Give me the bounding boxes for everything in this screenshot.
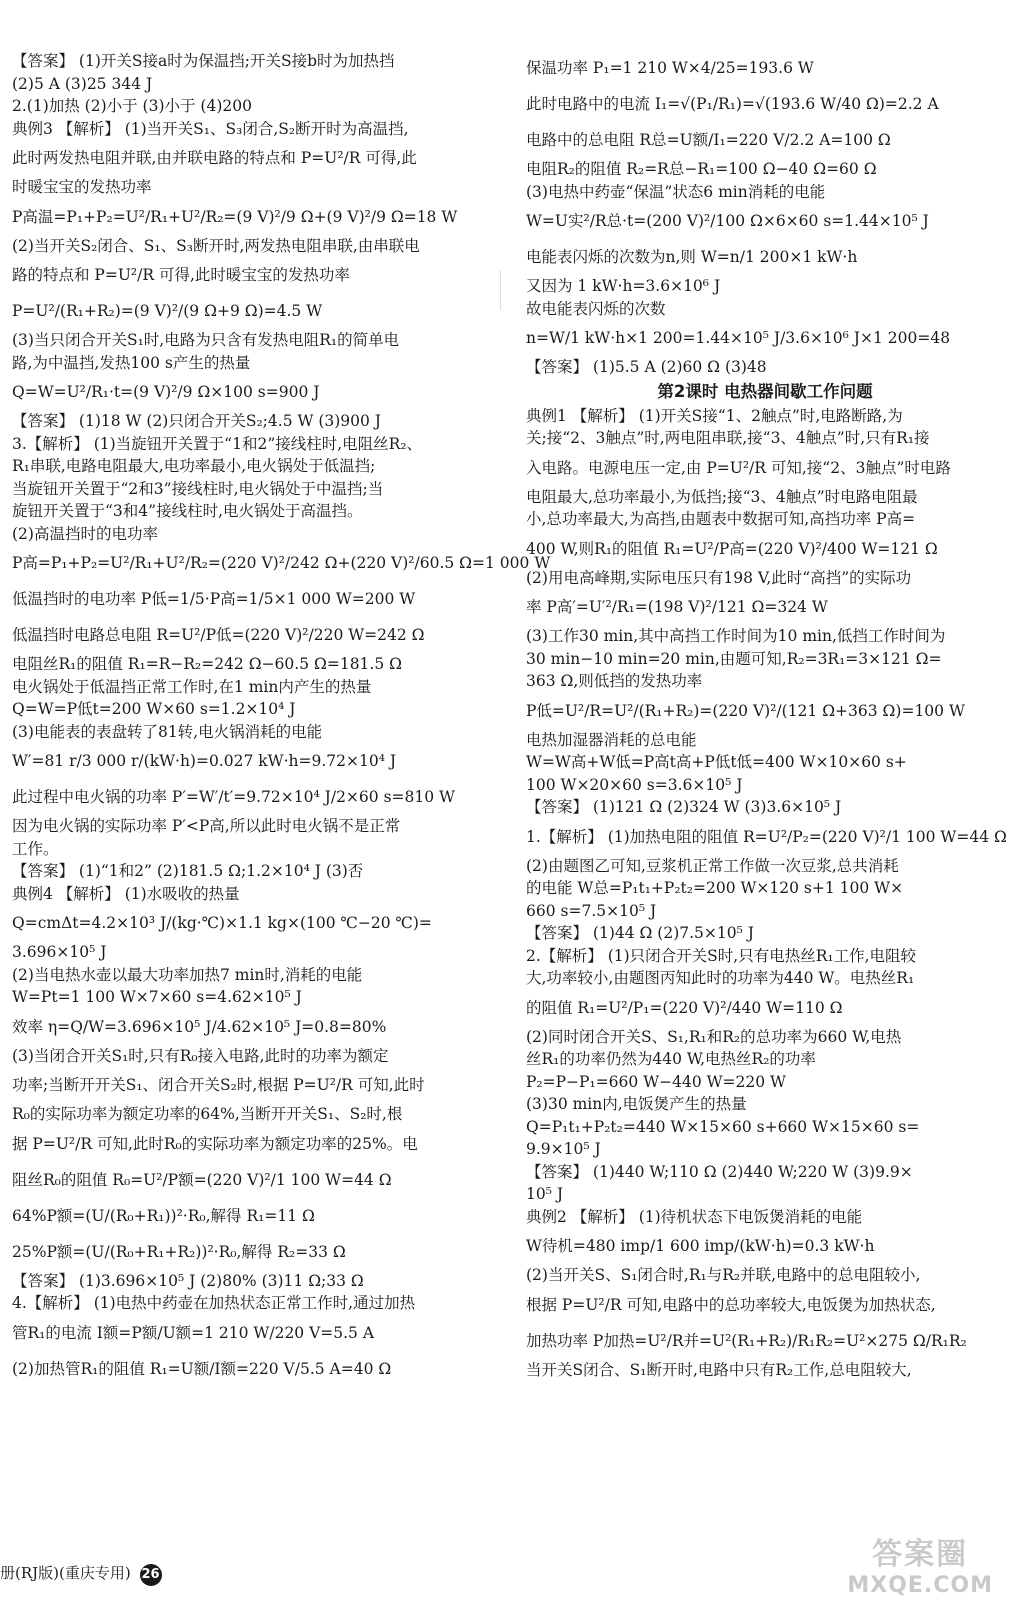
text-line: 故电能表闪烁的次数 (526, 299, 666, 318)
text-line: P高温=P₁+P₂=U²/R₁+U²/R₂=(9 V)²/9 Ω+(9 V)²/9 Ω=18 W (12, 207, 458, 226)
text-line: 当旋钮开关置于“2和3”接线柱时,电火锅处于中温挡;当 (12, 479, 384, 498)
text-line: 当开关S闭合、S₁断开时,电路中只有R₂工作,总电阻较大, (526, 1360, 912, 1379)
page-number: 26 (140, 1564, 162, 1586)
text-line: 据 P=U²/R 可知,此时R₀的实际功率为额定功率的25%。电 (12, 1134, 418, 1153)
text-line: (3)工作30 min,其中高挡工作时间为10 min,低挡工作时间为 (526, 627, 946, 645)
text-line: P低=U²/R=U²/(R₁+R₂)=(220 V)²/(121 Ω+363 Ω)=100 W (526, 701, 965, 720)
text-line: 率 P高′=U′²/R₁=(198 V)²/121 Ω=324 W (526, 598, 828, 616)
text-line: 3.【解析】 (1)当旋钮开关置于“1和2”接线柱时,电阻丝R₂、 (12, 434, 423, 453)
text-line: 【答案】 (1)5.5 A (2)60 Ω (3)48 (526, 358, 767, 376)
text-line: P高=P₁+P₂=U²/R₁+U²/R₂=(220 V)²/242 Ω+(220 V)²/60.5 Ω=1 000 W (12, 554, 551, 572)
watermark-url: MXQE.COM (847, 1573, 993, 1598)
text-line: 大,功率较小,由题图丙知此时的功率为440 W。电热丝R₁ (526, 969, 915, 987)
text-line: 管R₁的电流 I额=P额/U额=1 210 W/220 V=5.5 A (12, 1323, 375, 1342)
text-line: Q=P₁t₁+P₂t₂=440 W×15×60 s+660 W×15×60 s= (526, 1117, 920, 1136)
text-line: 典例2 【解析】 (1)待机状态下电饭煲消耗的电能 (526, 1207, 863, 1226)
text-line: 低温挡时电路总电阻 R=U²/P低=(220 V)²/220 W=242 Ω (12, 626, 425, 644)
text-line: 2.【解析】 (1)只闭合开关S时,只有电热丝R₁工作,电阻较 (526, 946, 917, 965)
text-line: (2)当开关S₂闭合、S₁、S₃断开时,两发热电阻串联,由串联电 (12, 236, 420, 255)
text-line: 旋钮开关置于“3和4”接线柱时,电火锅处于高温挡。 (12, 502, 363, 520)
text-line: (3)电热中药壶“保温”状态6 min消耗的电能 (526, 182, 826, 201)
text-line: 【答案】 (1)开关S接a时为保温挡;开关S接b时为加热挡 (12, 52, 395, 70)
text-line: 此时电路中的电流 I₁=√(P₁/R₁)=√(193.6 W/40 Ω)=2.2 A (526, 95, 939, 113)
text-line: 10⁵ J (526, 1185, 564, 1203)
text-line: 关;接“2、3触点”时,两电阻串联,接“3、4触点”时,只有R₁接 (526, 429, 930, 447)
text-line: 加热功率 P加热=U²/R并=U²(R₁+R₂)/R₁R₂=U²×275 Ω/R₁R₂ (526, 1331, 967, 1350)
text-line: 3.696×10⁵ J (12, 943, 107, 961)
text-line: (2)同时闭合开关S、S₁,R₁和R₂的总功率为660 W,电热 (526, 1027, 902, 1046)
text-line: Q=W=P低t=200 W×60 s=1.2×10⁴ J (12, 700, 296, 718)
text-line: 典例1 【解析】 (1)开关S接“1、2触点”时,电路断路,为 (526, 406, 903, 425)
text-line: (2)用电高峰期,实际电压只有198 V,此时“高挡”的实际功 (526, 568, 912, 587)
text-line: W′=81 r/3 000 r/(kW·h)=0.027 kW·h=9.72×10⁴ J (12, 752, 397, 770)
text-line: 【答案】 (1)“1和2” (2)181.5 Ω;1.2×10⁴ J (3)否 (12, 862, 364, 880)
text-line: 因为电火锅的实际功率 P′<P高,所以此时电火锅不是正常 (12, 817, 401, 835)
text-line: W=Pt=1 100 W×7×60 s=4.62×10⁵ J (12, 988, 302, 1006)
text-line: 根据 P=U²/R 可知,电路中的总功率较大,电饭煲为加热状态, (526, 1295, 936, 1314)
text-line: W=U实²/R总·t=(200 V)²/100 Ω×6×60 s=1.44×10⁵ J (526, 212, 929, 230)
text-line: 【答案】 (1)44 Ω (2)7.5×10⁵ J (526, 924, 754, 942)
text-line: n=W/1 kW·h×1 200=1.44×10⁵ J/3.6×10⁶ J×1 200=48 (526, 329, 951, 347)
text-line: 路,为中温挡,发热100 s产生的热量 (12, 353, 251, 372)
text-line: 丝R₁的功率仍然为440 W,电热丝R₂的功率 (526, 1050, 816, 1068)
text-line: (2)当开关S、S₁闭合时,R₁与R₂并联,电路中的总电阻较小, (526, 1266, 921, 1284)
text-line: 电路中的总电阻 R总=U额/I₁=220 V/2.2 A=100 Ω (526, 131, 891, 149)
text-line: 电能表闪烁的次数为n,则 W=n/1 200×1 kW·h (526, 248, 858, 266)
text-line: 4.【解析】 (1)电热中药壶在加热状态正常工作时,通过加热 (12, 1294, 416, 1312)
text-line: R₀的实际功率为额定功率的64%,当断开开关S₁、S₂时,根 (12, 1105, 403, 1123)
text-line: 入电路。电源电压一定,由 P=U²/R 可知,接“2、3触点”时电路 (526, 458, 951, 477)
text-line: P₂=P−P₁=660 W−440 W=220 W (526, 1072, 786, 1091)
text-line: 电阻R₂的阻值 R₂=R总−R₁=100 Ω−40 Ω=60 Ω (526, 160, 877, 178)
text-line: 第2课时 电热器间歇工作问题 (657, 381, 873, 401)
text-line: (2)由题图乙可知,豆浆机正常工作做一次豆浆,总共消耗 (526, 856, 899, 875)
text-line: 保温功率 P₁=1 210 W×4/25=193.6 W (526, 59, 814, 77)
text-line: R₁串联,电路电阻最大,电功率最小,电火锅处于低温挡; (12, 457, 376, 475)
text-line: 电热加湿器消耗的总电能 (526, 730, 697, 749)
text-line: 2.(1)加热 (2)小于 (3)小于 (4)200 (12, 97, 252, 115)
text-line: 的电能 W总=P₁t₁+P₂t₂=200 W×120 s+1 100 W× (526, 879, 904, 897)
watermark (847, 1529, 993, 1598)
left-column (12, 50, 551, 1387)
text-line: Q=cmΔt=4.2×10³ J/(kg·℃)×1.1 kg×(100 ℃−20 ℃)= (12, 914, 432, 932)
text-line: 电火锅处于低温挡正常工作时,在1 min内产生的热量 (12, 677, 372, 696)
text-line: 【答案】 (1)18 W (2)只闭合开关S₂;4.5 W (3)900 J (12, 412, 382, 430)
text-line: 典例3 【解析】 (1)当开关S₁、S₃闭合,S₂断开时为高温挡, (12, 119, 409, 138)
text-line: 30 min−10 min=20 min,由题可知,R₂=3R₁=3×121 Ω= (526, 649, 942, 668)
right-column (526, 50, 1007, 1381)
text-line: (3)当闭合开关S₁时,只有R₀接入电路,此时的功率为额定 (12, 1046, 389, 1065)
text-line: W待机=480 imp/1 600 imp/(kW·h)=0.3 kW·h (526, 1237, 875, 1255)
text-line: (3)电能表的表盘转了81转,电火锅消耗的电能 (12, 722, 323, 741)
text-line: (2)当电热水壶以最大功率加热7 min时,消耗的电能 (12, 965, 363, 984)
text-line: 的阻值 R₁=U²/P₁=(220 V)²/440 W=110 Ω (526, 998, 843, 1017)
text-line: 【答案】 (1)3.696×10⁵ J (2)80% (3)11 Ω;33 Ω (12, 1271, 364, 1290)
text-line: 路的特点和 P=U²/R 可得,此时暖宝宝的发热功率 (12, 266, 350, 284)
text-line: 又因为 1 kW·h=3.6×10⁶ J (526, 277, 721, 295)
text-line: 阻丝R₀的阻值 R₀=U²/P额=(220 V)²/1 100 W=44 Ω (12, 1170, 392, 1189)
text-line: 100 W×20×60 s=3.6×10⁵ J (526, 775, 743, 794)
text-line: (2)5 A (3)25 344 J (12, 74, 153, 93)
column-divider (500, 270, 501, 310)
text-line: 时暖宝宝的发热功率 (12, 178, 152, 196)
footer-text: 册(RJ版)(重庆专用) (0, 1564, 131, 1582)
text-line: 1.【解析】 (1)加热电阻的阻值 R=U²/P₂=(220 V)²/1 100 W=44 Ω (526, 827, 1007, 846)
text-line: 工作。 (12, 839, 59, 858)
text-line: 363 Ω,则低挡的发热功率 (526, 672, 703, 690)
text-line: 【答案】 (1)440 W;110 Ω (2)440 W;220 W (3)9.9× (526, 1162, 913, 1181)
text-line: 电阻最大,总功率最小,为低挡;接“3、4触点”时电路电阻最 (526, 487, 918, 506)
text-line: 【答案】 (1)121 Ω (2)324 W (3)3.6×10⁵ J (526, 798, 842, 816)
text-line: (2)加热管R₁的阻值 R₁=U额/I额=220 V/5.5 A=40 Ω (12, 1359, 392, 1378)
text-line: 64%P额=(U/(R₀+R₁))²·R₀,解得 R₁=11 Ω (12, 1206, 315, 1225)
text-line: 此时两发热电阻并联,由并联电路的特点和 P=U²/R 可得,此 (12, 149, 417, 167)
text-line: 此过程中电火锅的功率 P′=W′/t′=9.72×10⁴ J/2×60 s=810 W (12, 788, 455, 806)
text-line: 660 s=7.5×10⁵ J (526, 901, 657, 920)
watermark-logo: 答案圈 (872, 1537, 969, 1572)
text-line: (2)高温挡时的电功率 (12, 524, 158, 543)
text-line: 25%P额=(U/(R₀+R₁+R₂))²·R₀,解得 R₂=33 Ω (12, 1242, 346, 1261)
text-line: P=U²/(R₁+R₂)=(9 V)²/(9 Ω+9 Ω)=4.5 W (12, 302, 323, 320)
text-line: 低温挡时的电功率 P低=1/5·P高=1/5×1 000 W=200 W (12, 590, 416, 608)
text-line: 功率;当断开开关S₁、闭合开关S₂时,根据 P=U²/R 可知,此时 (12, 1076, 425, 1094)
text-line: 电阻丝R₁的阻值 R₁=R−R₂=242 Ω−60.5 Ω=181.5 Ω (12, 655, 402, 673)
text-line: 效率 η=Q/W=3.696×10⁵ J/4.62×10⁵ J=0.8=80% (12, 1017, 387, 1036)
text-line: 小,总功率最大,为高挡,由题表中数据可知,高挡功率 P高= (526, 510, 916, 528)
text-line: (3)30 min内,电饭煲产生的热量 (526, 1095, 747, 1113)
text-line: (3)当只闭合开关S₁时,电路为只含有发热电阻R₁的简单电 (12, 331, 400, 349)
text-line: 9.9×10⁵ J (526, 1140, 601, 1158)
text-line: 典例4 【解析】 (1)水吸收的热量 (12, 884, 240, 903)
text-line: W=W高+W低=P高t高+P低t低=400 W×10×60 s+ (526, 753, 907, 771)
text-line: Q=W=U²/R₁·t=(9 V)²/9 Ω×100 s=900 J (12, 383, 320, 401)
text-line: 400 W,则R₁的阻值 R₁=U²/P高=(220 V)²/400 W=121 Ω (526, 539, 938, 558)
page-footer (0, 1562, 162, 1586)
